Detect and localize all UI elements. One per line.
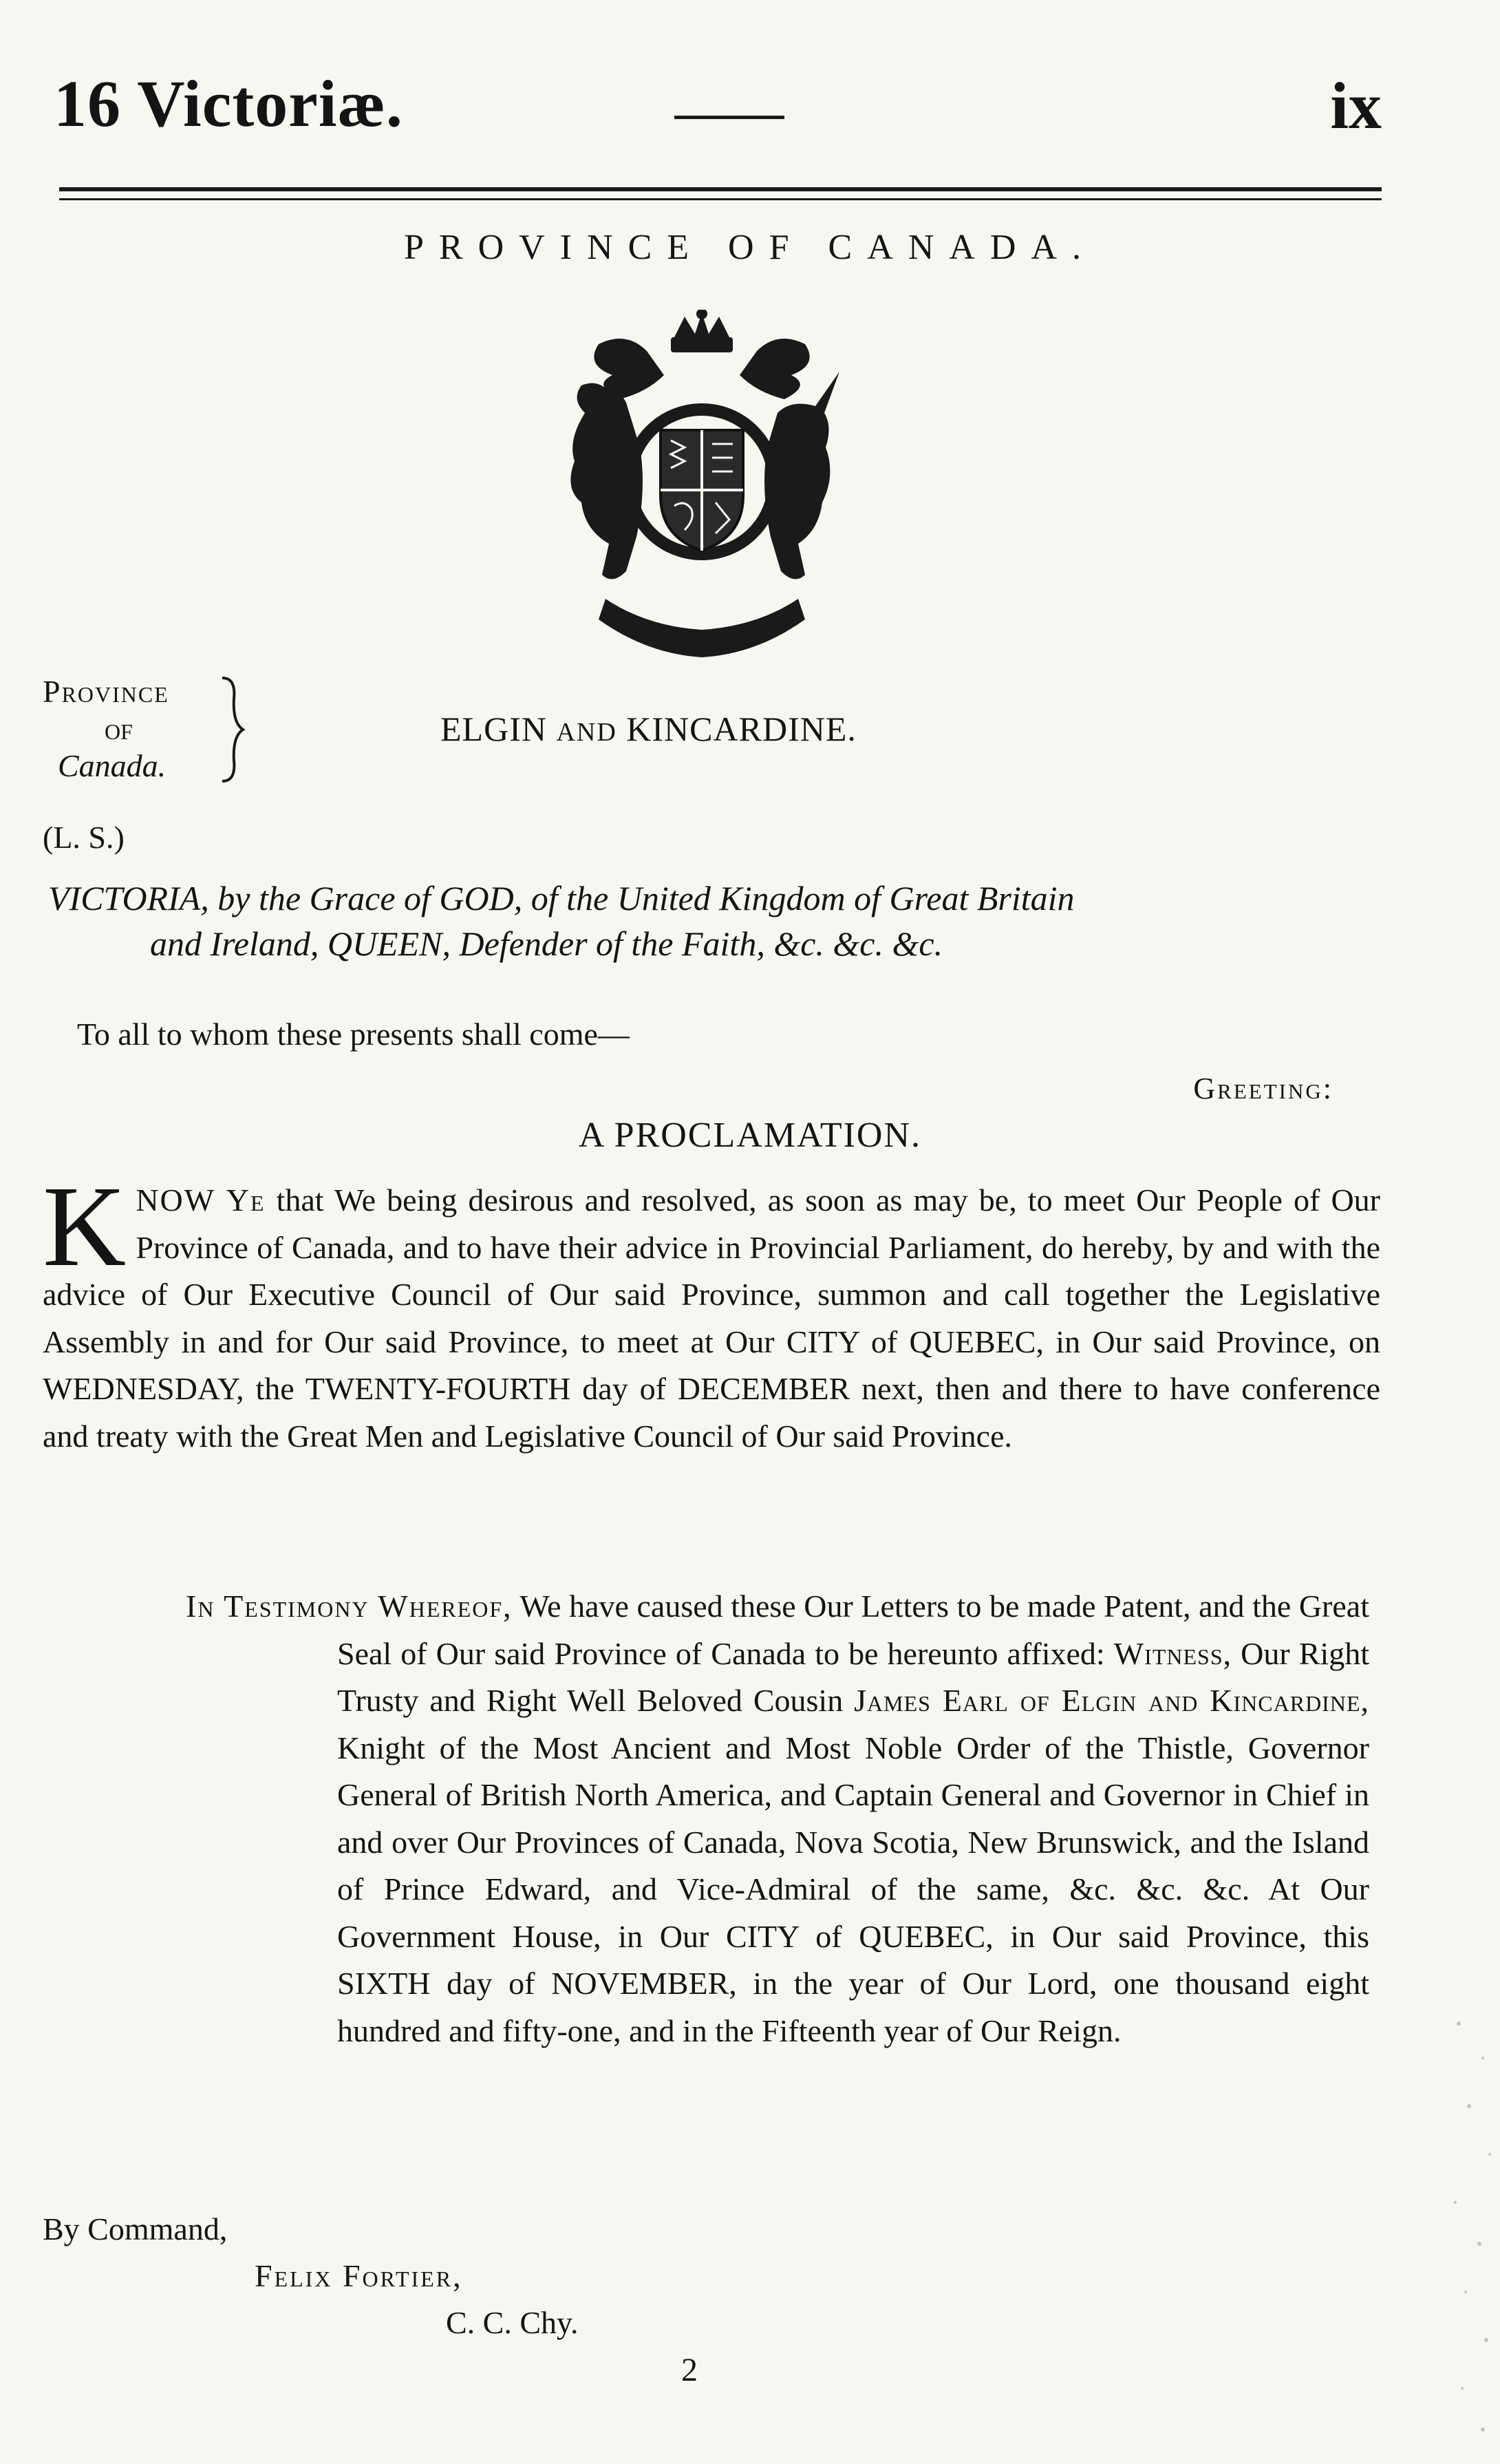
header-rule-thick	[59, 187, 1382, 191]
testimony-earl: James Earl of Elgin and Kincardine,	[854, 1683, 1369, 1718]
margin-note-line-2: of	[105, 711, 133, 746]
scan-speckle-decoration	[1445, 1996, 1500, 2464]
drop-cap: K	[43, 1162, 127, 1291]
testimony-witness: Witness,	[1113, 1635, 1232, 1671]
governor-title	[440, 709, 857, 749]
page-number: 2	[681, 2352, 698, 2388]
royal-style	[48, 875, 1390, 966]
proclamation-body	[43, 1162, 1381, 1460]
royal-style-line-2: and Ireland, QUEEN, Defender of the Faith, &c. &c. &c.	[150, 924, 943, 963]
signer-title: C. C. Chy.	[446, 2305, 579, 2340]
proclamation-title: A PROCLAMATION.	[578, 1116, 922, 1155]
body-lead-words: NOW Ye	[136, 1182, 266, 1218]
royal-coat-of-arms-image	[544, 310, 860, 668]
address-line: To all to whom these presents shall come—	[77, 1017, 630, 1052]
header-rule-thin	[59, 198, 1382, 200]
margin-note-line-1: Province	[43, 674, 169, 709]
running-head-page-numeral: ix	[1330, 69, 1382, 142]
royal-style-line-1: VICTORIA, by the Grace of GOD, of the United Kingdom of Great Britain	[48, 879, 1075, 917]
signer-name: Felix Fortier,	[255, 2258, 463, 2293]
running-head-left: 16 Victoriæ.	[54, 67, 403, 140]
testimony-paragraph	[186, 1583, 1370, 2054]
province-title: PROVINCE OF CANADA.	[404, 228, 1096, 267]
margin-note	[43, 673, 249, 785]
testimony-text-2: Our Right Trusty and Right Well Beloved Cousin	[337, 1635, 1370, 1718]
by-command: By Command,	[43, 2211, 228, 2247]
testimony-text-3: Knight of the Most Ancient and Most Noble Order of the Thistle, Governor General of British North America, and Captain General and Governor in Chief in and over Our Provinces of Canada, Nova Scotia, New Brunswick, and the Island of Prince Edward, and Vice-Admiral of the same, &c. &c. &c. At Our Government House, in Our CITY of QUEBEC, in Our said Province, this SIXTH day of NOVEMBER, in the year of Our Lord, one thousand eight hundred and fifty-one, and in the Fifteenth year of Our Reign.	[337, 1730, 1369, 2048]
governor-title-part-2: AND	[556, 718, 617, 747]
greeting: Greeting:	[1193, 1072, 1333, 1105]
testimony-text-1: We have caused these Our Letters to be made Patent, and the Great Seal of Our said Province of Canada to be hereunto affixed:	[337, 1589, 1369, 1671]
seal-mark: (L. S.)	[43, 820, 125, 855]
body-text: that We being desirous and resolved, as soon as may be, to meet Our People of Our Province of Canada, and to have their advice in Provincial Parliament, do hereby, by and with the advice of Our Executive Council of Our said Province, summon and call together the Legislative Assembly in and for Our said Province, to meet at Our CITY of QUEBEC, in Our said Province, on WEDNESDAY, the TWENTY-FOURTH day of DECEMBER next, then and there to have conference and treaty with the Great Men and Legislative Council of Our said Province.	[43, 1182, 1381, 1454]
governor-title-part-1: ELGIN	[440, 710, 557, 748]
header-dash	[674, 116, 784, 119]
margin-brace	[219, 675, 246, 785]
testimony-lead: In Testimony Whereof,	[186, 1589, 513, 1624]
margin-note-line-3: Canada.	[58, 748, 167, 783]
governor-title-part-3: KINCARDINE.	[617, 710, 857, 748]
